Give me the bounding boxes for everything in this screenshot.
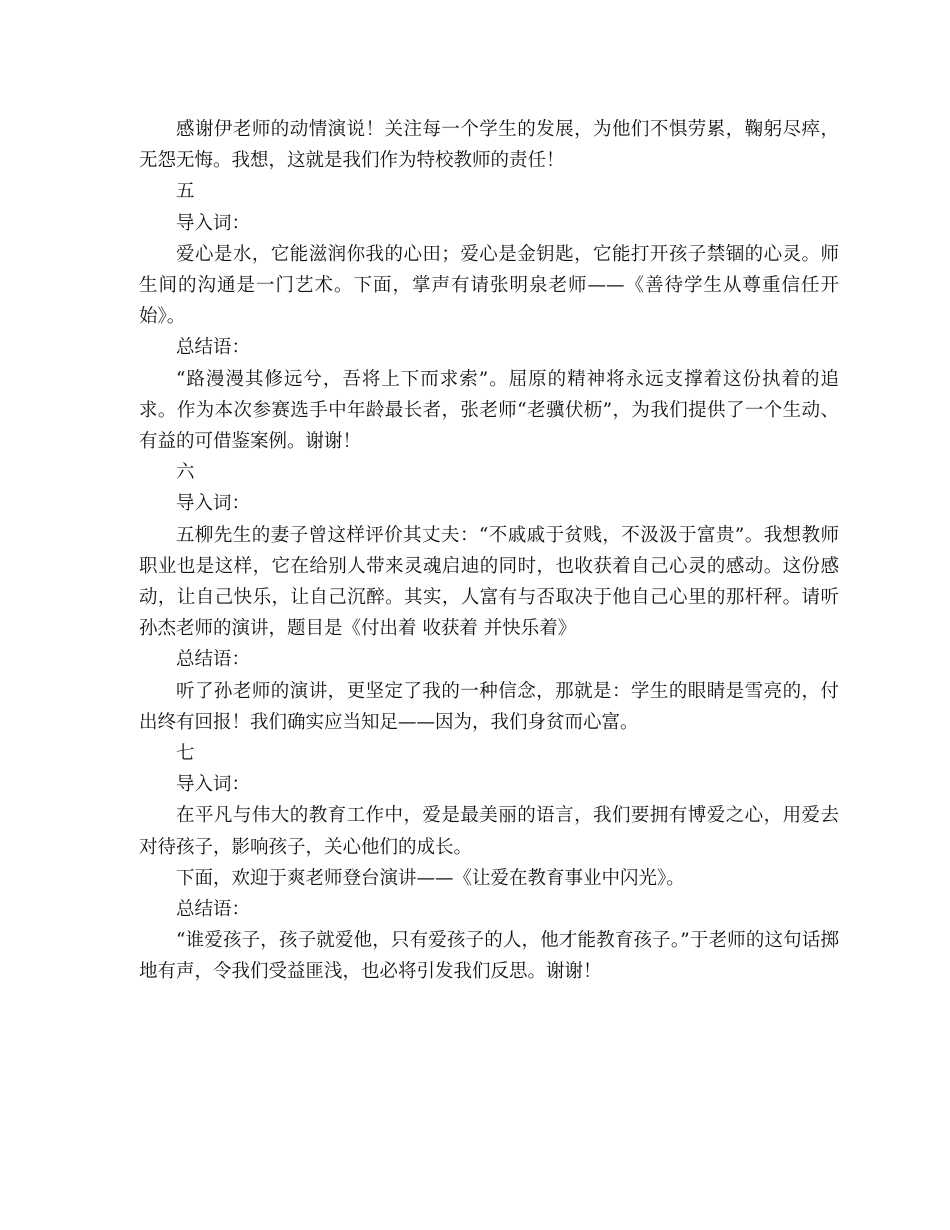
section-number-six: 六 (176, 462, 195, 484)
paragraph-summary-yu: “谁爱孩子，孩子就爱他，只有爱孩子的人，他才能教育孩子。”于老师的这句话掷地有声，令我们受益匪浅，也必将引发我们反思。谢谢！ (139, 930, 839, 983)
paragraph-welcome-yu: 下面，欢迎于爽老师登台演讲——《让爱在教育事业中闪光》。 (176, 867, 685, 889)
section-number-five: 五 (176, 181, 195, 203)
intro-label: 导入词： (176, 493, 251, 515)
summary-label: 总结语： (176, 337, 251, 359)
paragraph-intro-yu: 在平凡与伟大的教育工作中，爱是最美丽的语言，我们要拥有博爱之心，用爱去对待孩子，影响孩子，关心他们的成长。 (139, 805, 839, 858)
paragraph-summary-sun: 听了孙老师的演讲，更坚定了我的一种信念，那就是：学生的眼睛是雪亮的，付出终有回报！我们确实应当知足——因为，我们身贫而心富。 (139, 680, 839, 733)
section-number-seven: 七 (176, 743, 195, 765)
paragraph-intro-sun: 五柳先生的妻子曾这样评价其丈夫：“不戚戚于贫贱，不汲汲于富贵”。我想教师职业也是这样，它在给别人带来灵魂启迪的同时，也收获着自己心灵的感动。这份感动，让自己快乐，让自己沉醉。其实，人富有与否取决于他自己心里的那杆秤。请听孙杰老师的演讲，题目是《付出着 收获着 并快乐着》 (139, 524, 839, 640)
intro-label: 导入词： (176, 212, 251, 234)
summary-label: 总结语： (176, 899, 251, 921)
document-body (139, 114, 839, 988)
intro-label: 导入词： (176, 774, 251, 796)
paragraph-intro-zhang: 爱心是水，它能滋润你我的心田；爱心是金钥匙，它能打开孩子禁锢的心灵。师生间的沟通是一门艺术。下面，掌声有请张明泉老师——《善待学生从尊重信任开始》。 (139, 243, 839, 328)
paragraph-summary-zhang: “路漫漫其修远兮，吾将上下而求索”。屈原的精神将永远支撑着这份执着的追求。作为本次参赛选手中年龄最长者，张老师“老骥伏枥”，为我们提供了一个生动、有益的可借鉴案例。谢谢！ (139, 368, 839, 453)
paragraph-thanks-yi: 感谢伊老师的动情演说！关注每一个学生的发展，为他们不惧劳累，鞠躬尽瘁，无怨无悔。我想，这就是我们作为特校教师的责任！ (139, 119, 839, 172)
summary-label: 总结语： (176, 649, 251, 671)
